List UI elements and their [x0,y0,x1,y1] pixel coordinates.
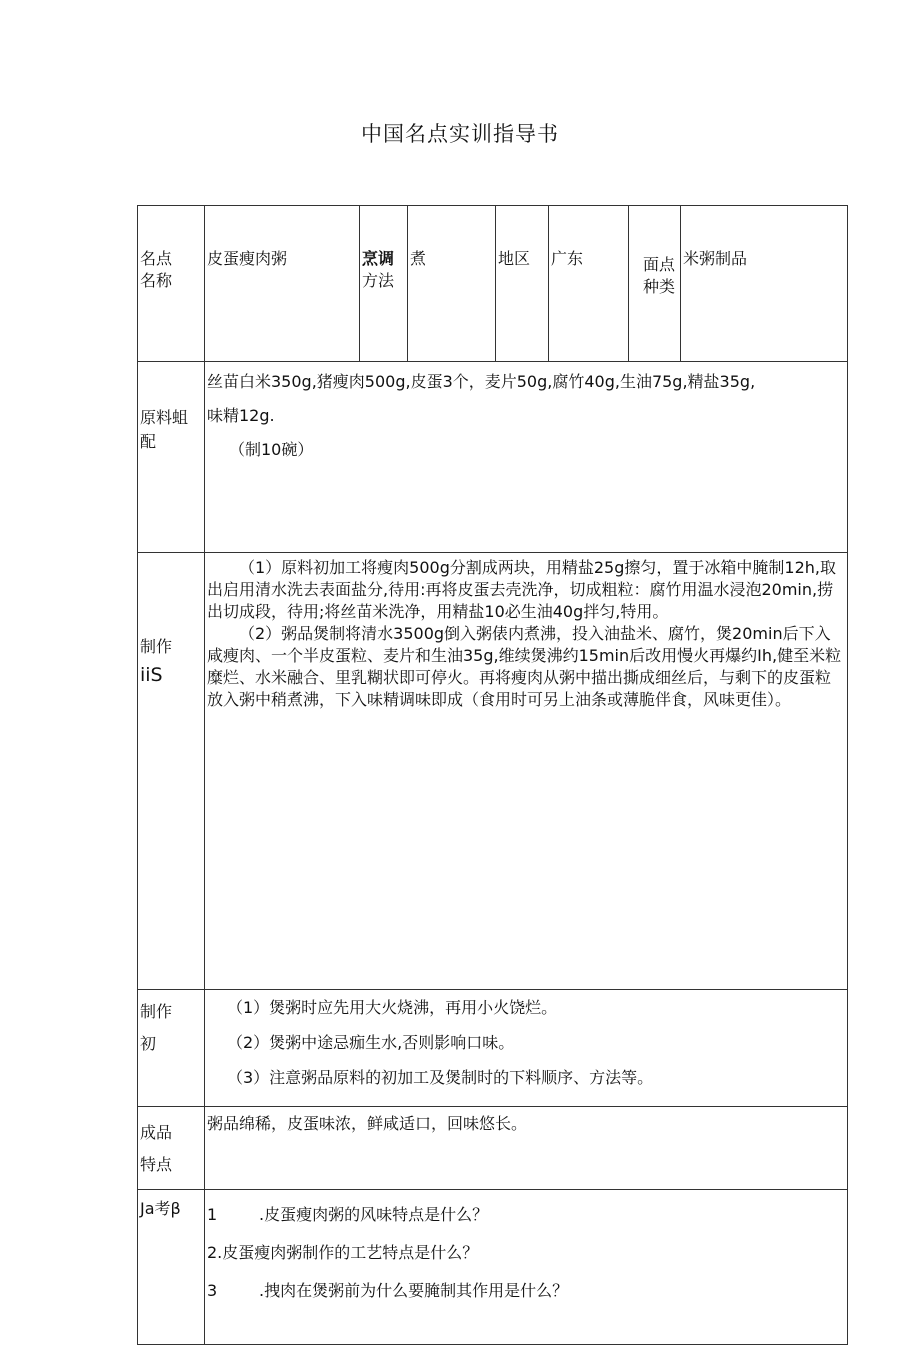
features-row [138,1107,848,1190]
process-label-line2: iiS [140,664,163,686]
page-title: 中国名点实训指导书 [361,122,559,146]
features-label-line2: 特点 [140,1155,173,1174]
tips-content [205,990,848,1107]
features-label [138,1107,205,1190]
ingredients-row [138,362,848,553]
name-label-line2: 名称 [140,271,173,290]
ingredients-content [205,362,848,553]
region-value: 广东 [549,206,629,362]
ingredients-line: 丝苗白米350g,猪瘦肉500g,皮蛋3个，麦片50g,腐竹40g,生油75g,精盐35g, [207,372,756,391]
type-label-line1: 面点 [643,255,676,274]
questions-label: Ja考β [138,1190,205,1345]
tips-label-line1: 制作 [140,1002,173,1021]
name-label [138,206,205,362]
process-label [138,553,205,990]
question-item [207,1234,845,1272]
name-value: 皮蛋瘦肉粥 [205,206,360,362]
tips-label [138,990,205,1107]
ingredients-label [138,362,205,553]
ingredients-line: 味精12g. [207,406,275,425]
tips-row [138,990,848,1107]
process-content [205,553,848,990]
ingredients-label-line1: 原料蛆 [140,408,189,427]
process-label-line1: 制作 [140,637,173,656]
question-number: 1 [207,1205,218,1224]
question-number: 3 [207,1281,218,1300]
question-item [207,1272,845,1310]
question-text: .拽肉在煲粥前为什么要腌制其作用是什么？ [259,1281,569,1300]
process-step-1: （1）原料初加工将瘦肉500g分割成两块，用精盐25g擦匀，置于冰箱中腌制12h,取出启用清水洗去表面盐分,待用:再将皮蛋去壳洗净，切成粗粒：腐竹用温水浸泡20min,捞出切成段，待用;将丝苗米洗净，用精盐10必生油40g拌匀,特用。 [207,558,836,621]
method-label-line2: 方法 [362,271,395,290]
questions-content [205,1190,848,1345]
features-label-line1: 成品 [140,1123,173,1142]
method-label [360,206,408,362]
question-item [207,1196,845,1234]
region-label: 地区 [496,206,549,362]
type-label-line2: 种类 [643,277,676,296]
tip-item: （1）煲粥时应先用大火烧沸，再用小火饶烂。 [227,998,558,1017]
tip-item: （3）注意粥品原料的初加工及煲制时的下料顺序、方法等。 [227,1068,654,1087]
question-text: 2.皮蛋瘦肉粥制作的工艺特点是什么？ [207,1243,479,1262]
type-value: 米粥制品 [681,206,848,362]
ingredients-label-line2: 配 [140,432,157,451]
type-label [629,206,681,362]
process-step-2: （2）粥品煲制将清水3500g倒入粥俵内煮沸，投入油盐米、腐竹，煲20min后下入咸瘦肉、一个半皮蛋粒、麦片和生油35g,维续煲沸约15min后改用慢火再爆约Ih,健至米粒糜烂、水米融合、里乳糊状即可停火。再将瘦肉从粥中描出撕成细丝后，与剩下的皮蛋粒放入粥中稍煮沸，下入味精调味即成（食用时可另上油条或薄脆伴食，风味更佳）。 [207,624,842,709]
tips-label-line2: 初 [140,1034,157,1053]
process-row [138,553,848,990]
questions-row [138,1190,848,1345]
method-value: 煮 [408,206,496,362]
recipe-table [137,205,848,1345]
tip-item: （2）煲粥中途忌痂生水,否则影响口味。 [227,1033,515,1052]
features-content: 粥品绵稀，皮蛋味浓，鲜咸适口，回味悠长。 [205,1107,848,1190]
ingredients-note: （制10碗） [229,440,314,459]
name-label-line1: 名点 [140,249,173,268]
header-row [138,206,848,362]
method-label-line1: 烹调 [362,249,395,268]
question-text: .皮蛋瘦肉粥的风味特点是什么？ [259,1205,489,1224]
